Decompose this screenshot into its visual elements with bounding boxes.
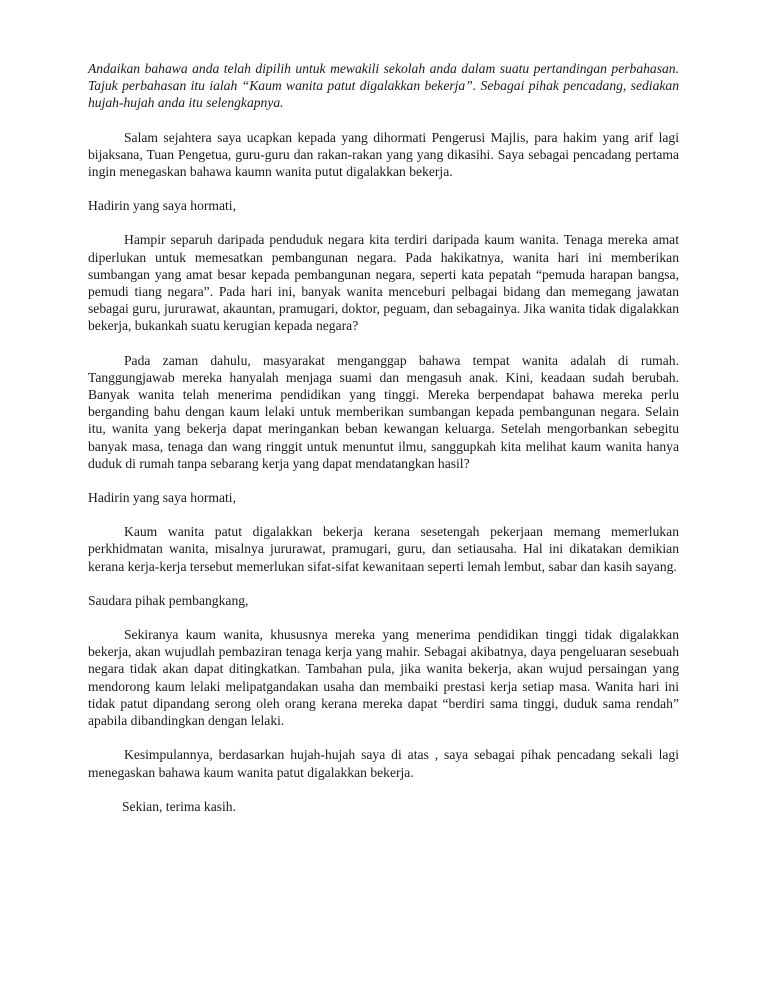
closing-line: Sekian, terima kasih.: [122, 798, 237, 814]
salutation: Saudara pihak pembangkang,: [88, 592, 249, 608]
salutation: Hadirin yang saya hormati,: [88, 198, 236, 214]
body-paragraph: Sekiranya kaum wanita, khususnya mereka yang menerima pendidikan tinggi tidak digalakkan bekerja, akan wujudlah pembaziran tenaga kerja yang mahir. Sebagai akibatnya, daya pengeluaran sesebuah negara tidak akan dapat ditingkatkan. Tambahan pula, jika wanita bekerja, akan wujud persaingan yang mendorong kaum lelaki melipatgandakan usaha dan membaiki prestasi kerja setiap masa. Wanita hari ini tidak patut dipandang serong oleh orang kerana mereka dapat “berdiri sama tinggi, duduk sama rendah” apabila dibandingkan dengan lelaki.: [88, 627, 679, 729]
conclusion-paragraph: Kesimpulannya, berdasarkan hujah-hujah saya di atas , saya sebagai pihak pencadang sekali lagi menegaskan bahawa kaum wanita patut digalakkan bekerja.: [88, 747, 679, 780]
body-paragraph: Hampir separuh daripada penduduk negara kita terdiri daripada kaum wanita. Tenaga mereka amat diperlukan untuk memesatkan pembangunan negara. Pada hakikatnya, wanita hari ini memberikan sumbangan yang amat besar kepada pembangunan negara, seperti kata pepatah “pemuda harapan bangsa, pemudi tiang negara”. Pada hari ini, banyak wanita menceburi pelbagai bidang dan memegang jawatan sebagai guru, jururawat, akauntan, pramugari, doktor, peguam, dan sebagainya. Jika wanita tidak digalakkan bekerja, bukankah suatu kerugian kepada negara?: [88, 232, 679, 334]
body-paragraph: Kaum wanita patut digalakkan bekerja kerana sesetengah pekerjaan memang memerlukan perkhidmatan wanita, misalnya jururawat, pramugari, guru, dan setiausaha. Hal ini dikatakan demikian kerana kerja-kerja tersebut memerlukan sifat-sifat kewanitaan seperti lemah lembut, sabar dan kasih sayang.: [88, 524, 679, 574]
opening-paragraph: Salam sejahtera saya ucapkan kepada yang dihormati Pengerusi Majlis, para hakim yang arif lagi bijaksana, Tuan Pengetua, guru-guru dan rakan-rakan yang yang dikasihi. Saya sebagai pencadang pertama ingin menegaskan bahawa kaumn wanita putut digalakkan bekerja.: [88, 129, 679, 180]
document-page: [88, 60, 679, 815]
salutation: Hadirin yang saya hormati,: [88, 490, 236, 506]
question-instruction: Andaikan bahawa anda telah dipilih untuk mewakili sekolah anda dalam suatu pertandingan perbahasan. Tajuk perbahasan itu ialah “Kaum wanita patut digalakkan bekerja”. Sebagai pihak pencadang, sediakan hujah-hujah anda itu selengkapnya.: [88, 61, 679, 111]
body-paragraph: Pada zaman dahulu, masyarakat menganggap bahawa tempat wanita adalah di rumah. Tanggungjawab mereka hanyalah menjaga suami dan mengasuh anak. Kini, keadaan sudah berubah. Banyak wanita telah menerima pendidikan yang tinggi. Mereka berpendapat bahawa mereka perlu berganding bahu dengan kaum lelaki untuk memberikan sumbangan kepada pembangunan negara. Selain itu, wanita yang bekerja dapat meringankan beban kewangan keluarga. Setelah mengorbankan sebegitu banyak masa, tenaga dan wang ringgit untuk menuntut ilmu, sanggupkah kita melihat kaum wanita hanya duduk di rumah tanpa sebarang kerja yang dapat mendatangkan hasil?: [88, 352, 679, 471]
